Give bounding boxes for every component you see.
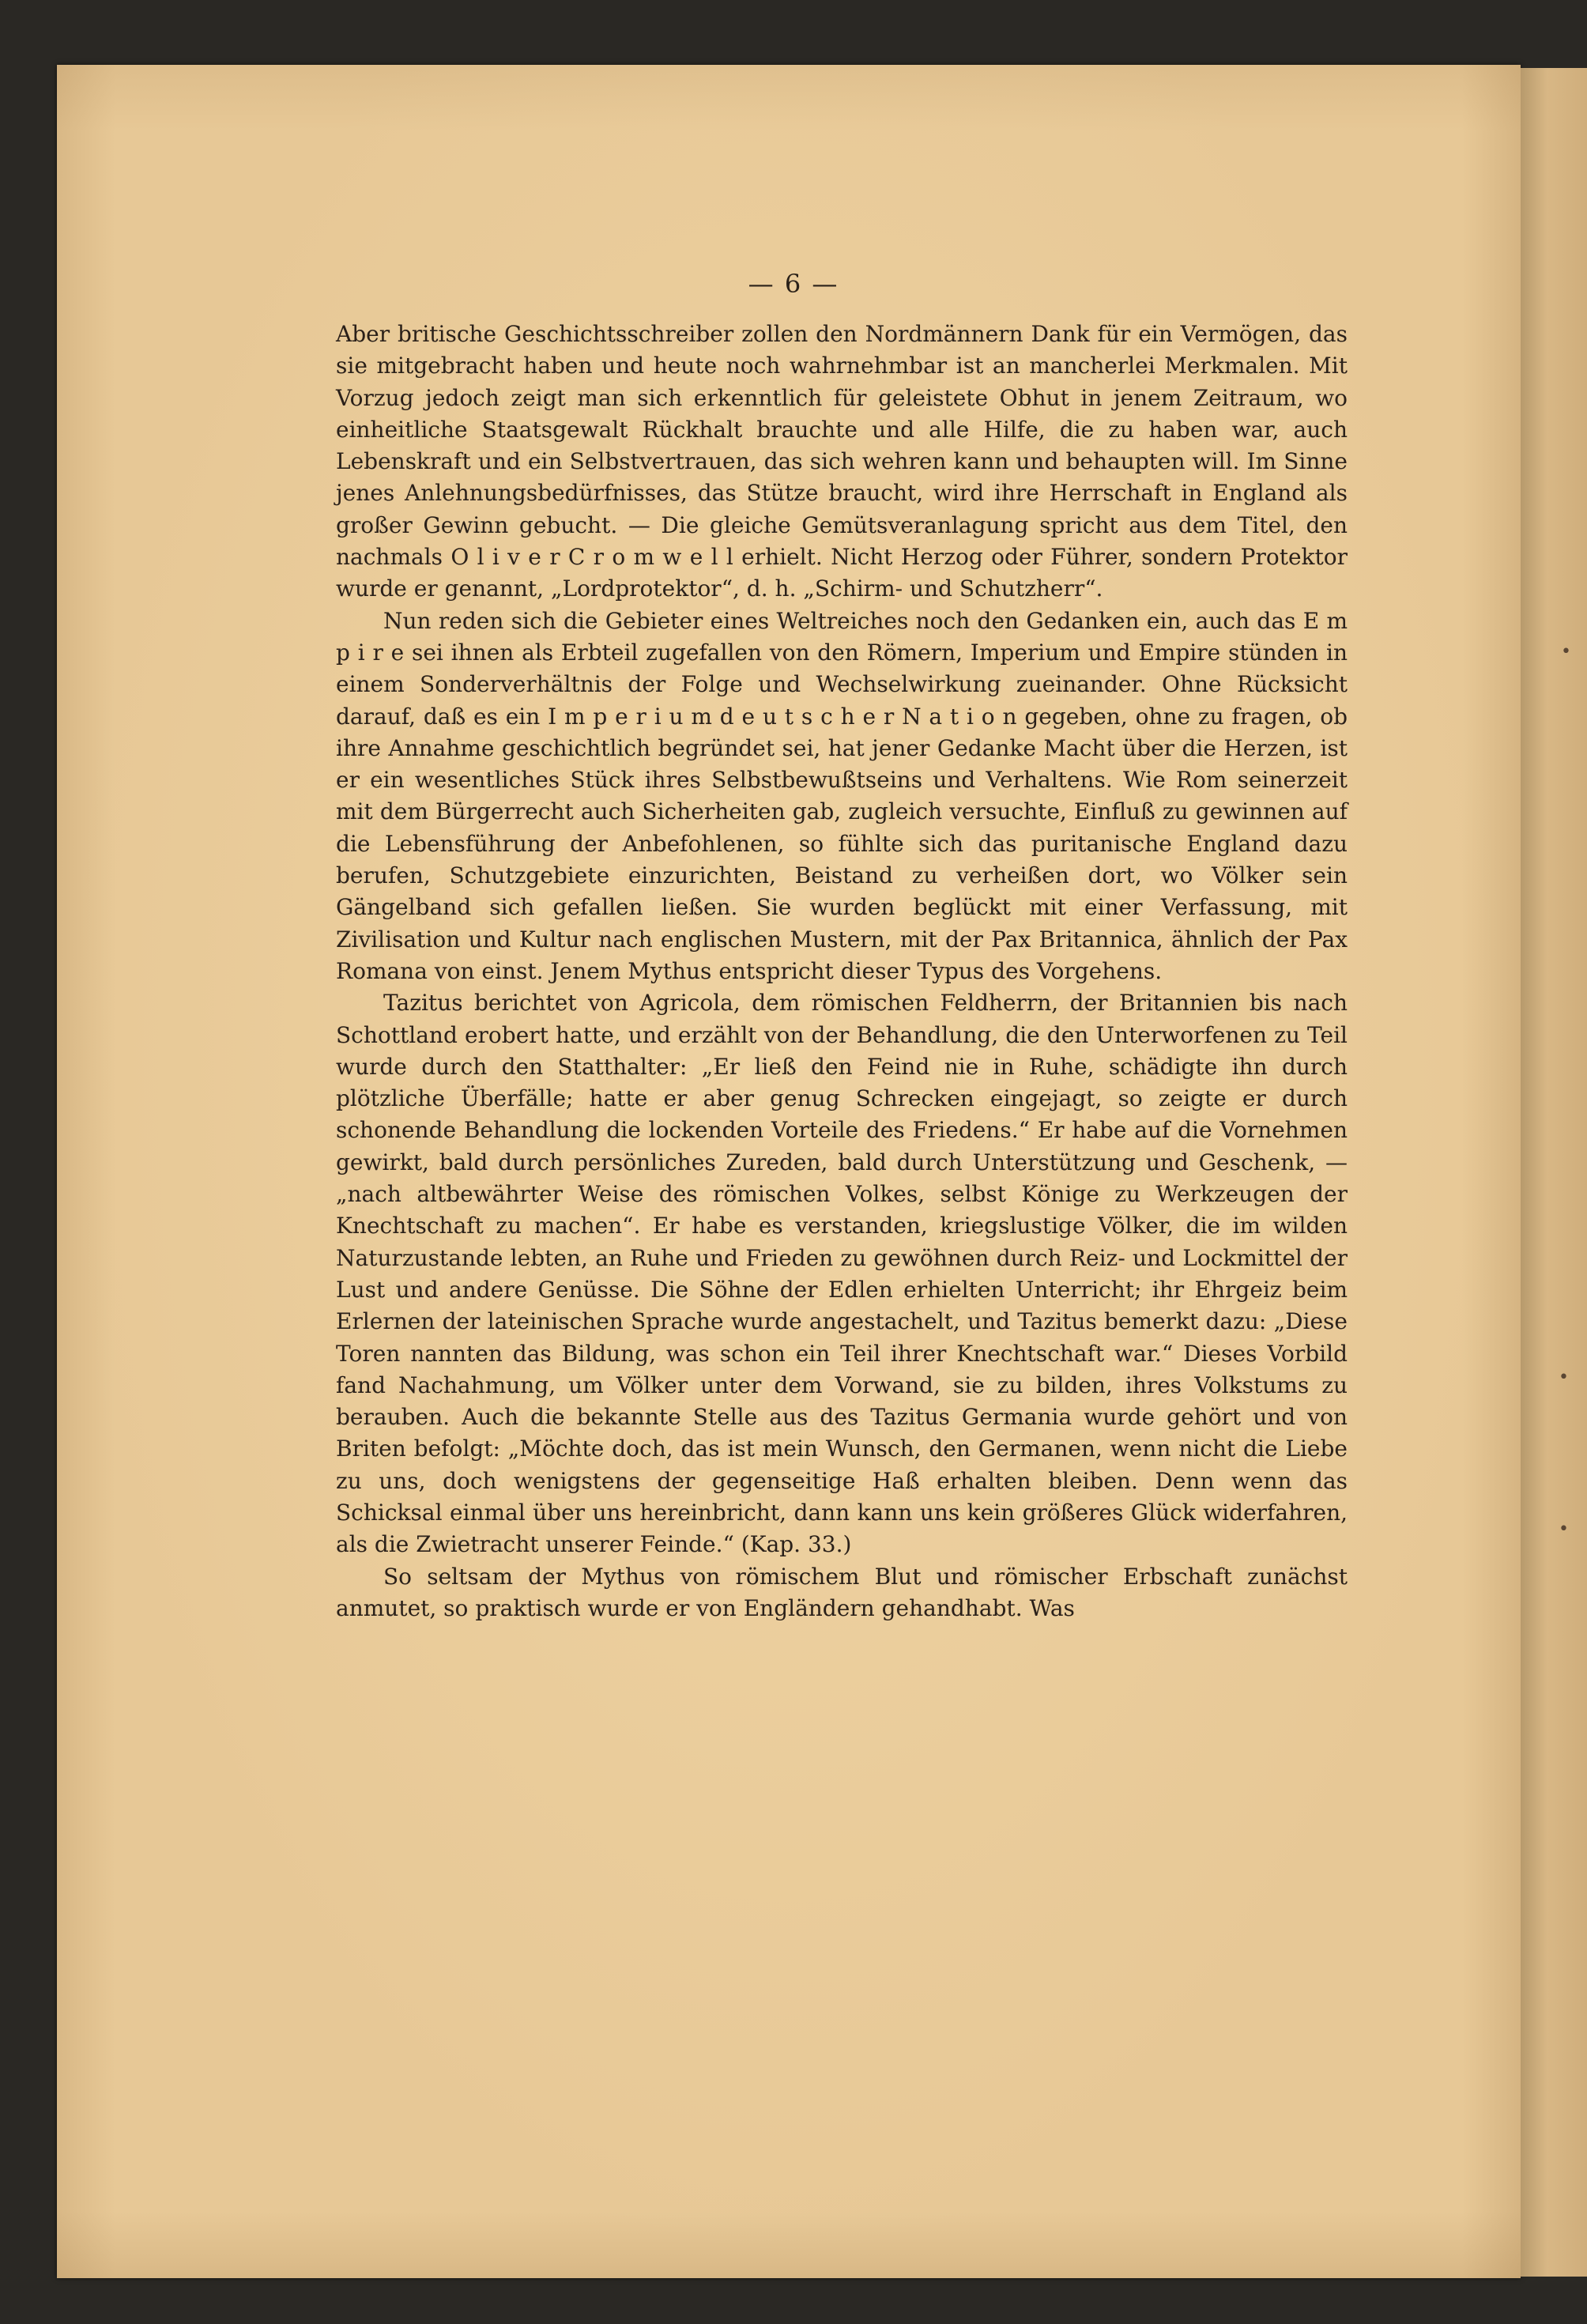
paragraph-3: Tazitus berichtet von Agricola, dem römischen Feldherrn, der Britannien bis nach Schottland erobert hatte, und erzählt von der Behandlung, die den Unterworfenen zu Teil wurde durch den Statthalter: „Er ließ den Feind nie in Ruhe, schädigte ihn durch plötzliche Überfälle; hatte er aber genug Schrecken eingejagt, so zeigte er durch schonende Behandlung die lockenden Vorteile des Friedens.“ Er habe auf die Vornehmen gewirkt, bald durch persönliches Zureden, bald durch Unterstützung und Geschenk, — „nach altbewährter Weise des römischen Volkes, selbst Könige zu Werkzeugen der Knechtschaft zu machen“. Er habe es verstanden, kriegslustige Völker, die im wilden Naturzustande lebten, an Ruhe und Frieden zu gewöhnen durch Reiz- und Lockmittel der Lust und andere Genüsse. Die Söhne der Edlen erhielten Unterricht; ihr Ehrgeiz beim Erlernen der lateinischen Sprache wurde angestachelt, und Tazitus bemerkt dazu: „Diese Toren nannten das Bildung, was schon ein Teil ihrer Knechtschaft war.“ Dieses Vorbild fand Nachahmung, um Völker unter dem Vorwand, sie zu bilden, ihres Volkstums zu berauben. Auch die bekannte Stelle aus des Tazitus Germania wurde gehört und von Briten befolgt: „Möchte doch, das ist mein Wunsch, den Germanen, wenn nicht die Liebe zu uns, doch wenigstens der gegenseitige Haß erhalten bleiben. Denn wenn das Schicksal einmal über uns hereinbricht, dann kann uns kein größeres Glück widerfahren, als die Zwietracht unserer Feinde.“ (Kap. 33.): [336, 990, 1348, 1558]
body-text: [336, 319, 1348, 1624]
paragraph-4: So seltsam der Mythus von römischem Blut und römischer Erbschaft zunächst anmutet, so praktisch wurde er von Engländern gehandhabt. Was: [336, 1563, 1348, 1621]
page-number: — 6 —: [748, 269, 839, 299]
paragraph-1: Aber britische Geschichtsschreiber zollen den Nordmännern Dank für ein Vermögen, das sie mitgebracht haben und heute noch wahrnehmbar ist an mancherlei Merkmalen. Mit Vorzug jedoch zeigt man sich erkenntlich für geleistete Obhut in jenem Zeitraum, wo einheitliche Staatsgewalt Rückhalt brauchte und alle Hilfe, die zu haben war, auch Lebenskraft und ein Selbstvertrauen, das sich wehren kann und behaupten will. Im Sinne jenes Anlehnungsbedürfnisses, das Stütze braucht, wird ihre Herrschaft in England als großer Gewinn gebucht. — Die gleiche Gemütsveranlagung spricht aus dem Titel, den nachmals O l i v e r C r o m w e l l erhielt. Nicht Herzog oder Führer, sondern Protektor wurde er genannt, „Lordprotektor“, d. h. „Schirm- und Schutzherr“.: [336, 321, 1348, 602]
paragraph-2: Nun reden sich die Gebieter eines Weltreiches noch den Gedanken ein, auch das E m p i r e sei ihnen als Erbteil zugefallen von den Römern, Imperium und Empire stünden in einem Sonderverhältnis der Folge und Wechselwirkung zueinander. Ohne Rücksicht darauf, daß es ein I m p e r i u m d e u t s c h e r N a t i o n gegeben, ohne zu fragen, ob ihre Annahme geschichtlich begründet sei, hat jener Gedanke Macht über die Herzen, ist er ein wesentliches Stück ihres Selbstbewußtseins und Verhaltens. Wie Rom seinerzeit mit dem Bürgerrecht auch Sicherheiten gab, zugleich versuchte, Einfluß zu gewinnen auf die Lebensführung der Anbefohlenen, so fühlte sich das puritanische England dazu berufen, Schutzgebiete einzurichten, Beistand zu verheißen dort, wo Völker sein Gängelband sich gefallen ließen. Sie wurden beglückt mit einer Verfassung, mit Zivilisation und Kultur nach englischen Mustern, mit der Pax Britannica, ähnlich der Pax Romana von einst. Jenem Mythus entspricht dieser Typus des Vorgehens.: [336, 607, 1348, 984]
margin-speck: •: [1561, 642, 1571, 662]
margin-speck: •: [1559, 1519, 1569, 1539]
margin-speck: •: [1559, 1368, 1569, 1387]
facing-page-edge: [1521, 68, 1587, 2277]
